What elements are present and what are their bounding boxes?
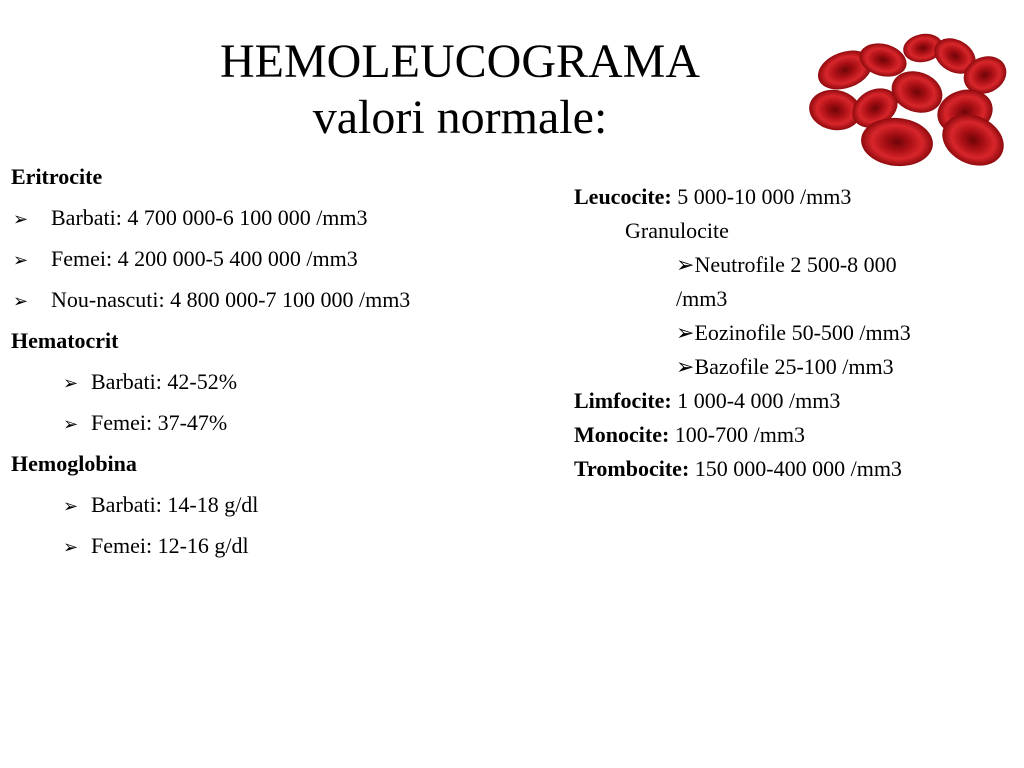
arrow-bullet-icon: ➢ [676, 320, 695, 345]
arrow-bullet-icon: ➢ [63, 373, 79, 393]
list-item: ➢ Nou-nascuti: 4 800 000-7 100 000 /mm3 [13, 287, 411, 312]
hemoglobina-heading: Hemoglobina [11, 451, 137, 476]
neutrofile-line-cont: /mm3 [676, 286, 728, 311]
arrow-bullet-icon: ➢ [13, 209, 29, 229]
title-line-1: HEMOLEUCOGRAMA [220, 35, 700, 88]
list-item: ➢ Barbati: 42-52% [63, 369, 238, 394]
eozinofile-line: ➢Eozinofile 50-500 /mm3 [676, 320, 911, 345]
arrow-bullet-icon: ➢ [63, 414, 79, 434]
list-item: ➢ Femei: 4 200 000-5 400 000 /mm3 [13, 246, 358, 271]
limfocite-line: Limfocite: 1 000-4 000 /mm3 [574, 388, 841, 413]
slide-title [120, 34, 800, 146]
arrow-bullet-icon: ➢ [676, 354, 695, 379]
title-line-2: valori normale: [312, 91, 608, 145]
neutrofile-line: ➢Neutrofile 2 500-8 000 [676, 252, 897, 277]
granulocite-line: Granulocite [625, 218, 729, 243]
arrow-bullet-icon: ➢ [13, 250, 29, 270]
bazofile-line: ➢Bazofile 25-100 /mm3 [676, 354, 894, 379]
monocite-line: Monocite: 100-700 /mm3 [574, 422, 805, 447]
arrow-bullet-icon: ➢ [63, 537, 79, 557]
eritrocite-heading: Eritrocite [11, 164, 103, 189]
list-item: ➢ Barbati: 4 700 000-6 100 000 /mm3 [13, 205, 368, 230]
hematocrit-heading: Hematocrit [11, 328, 119, 353]
red-blood-cells-image [805, 30, 1010, 170]
list-item: ➢ Femei: 12-16 g/dl [63, 533, 249, 558]
trombocite-line: Trombocite: 150 000-400 000 /mm3 [574, 456, 902, 481]
arrow-bullet-icon: ➢ [63, 496, 79, 516]
list-item: ➢ Barbati: 14-18 g/dl [63, 492, 259, 517]
left-column [11, 164, 551, 574]
leucocite-line: Leucocite: 5 000-10 000 /mm3 [574, 184, 852, 209]
right-column [574, 180, 1014, 486]
arrow-bullet-icon: ➢ [13, 291, 29, 311]
list-item: ➢ Femei: 37-47% [63, 410, 228, 435]
arrow-bullet-icon: ➢ [676, 252, 695, 277]
blood-cell-icon [806, 31, 1010, 170]
